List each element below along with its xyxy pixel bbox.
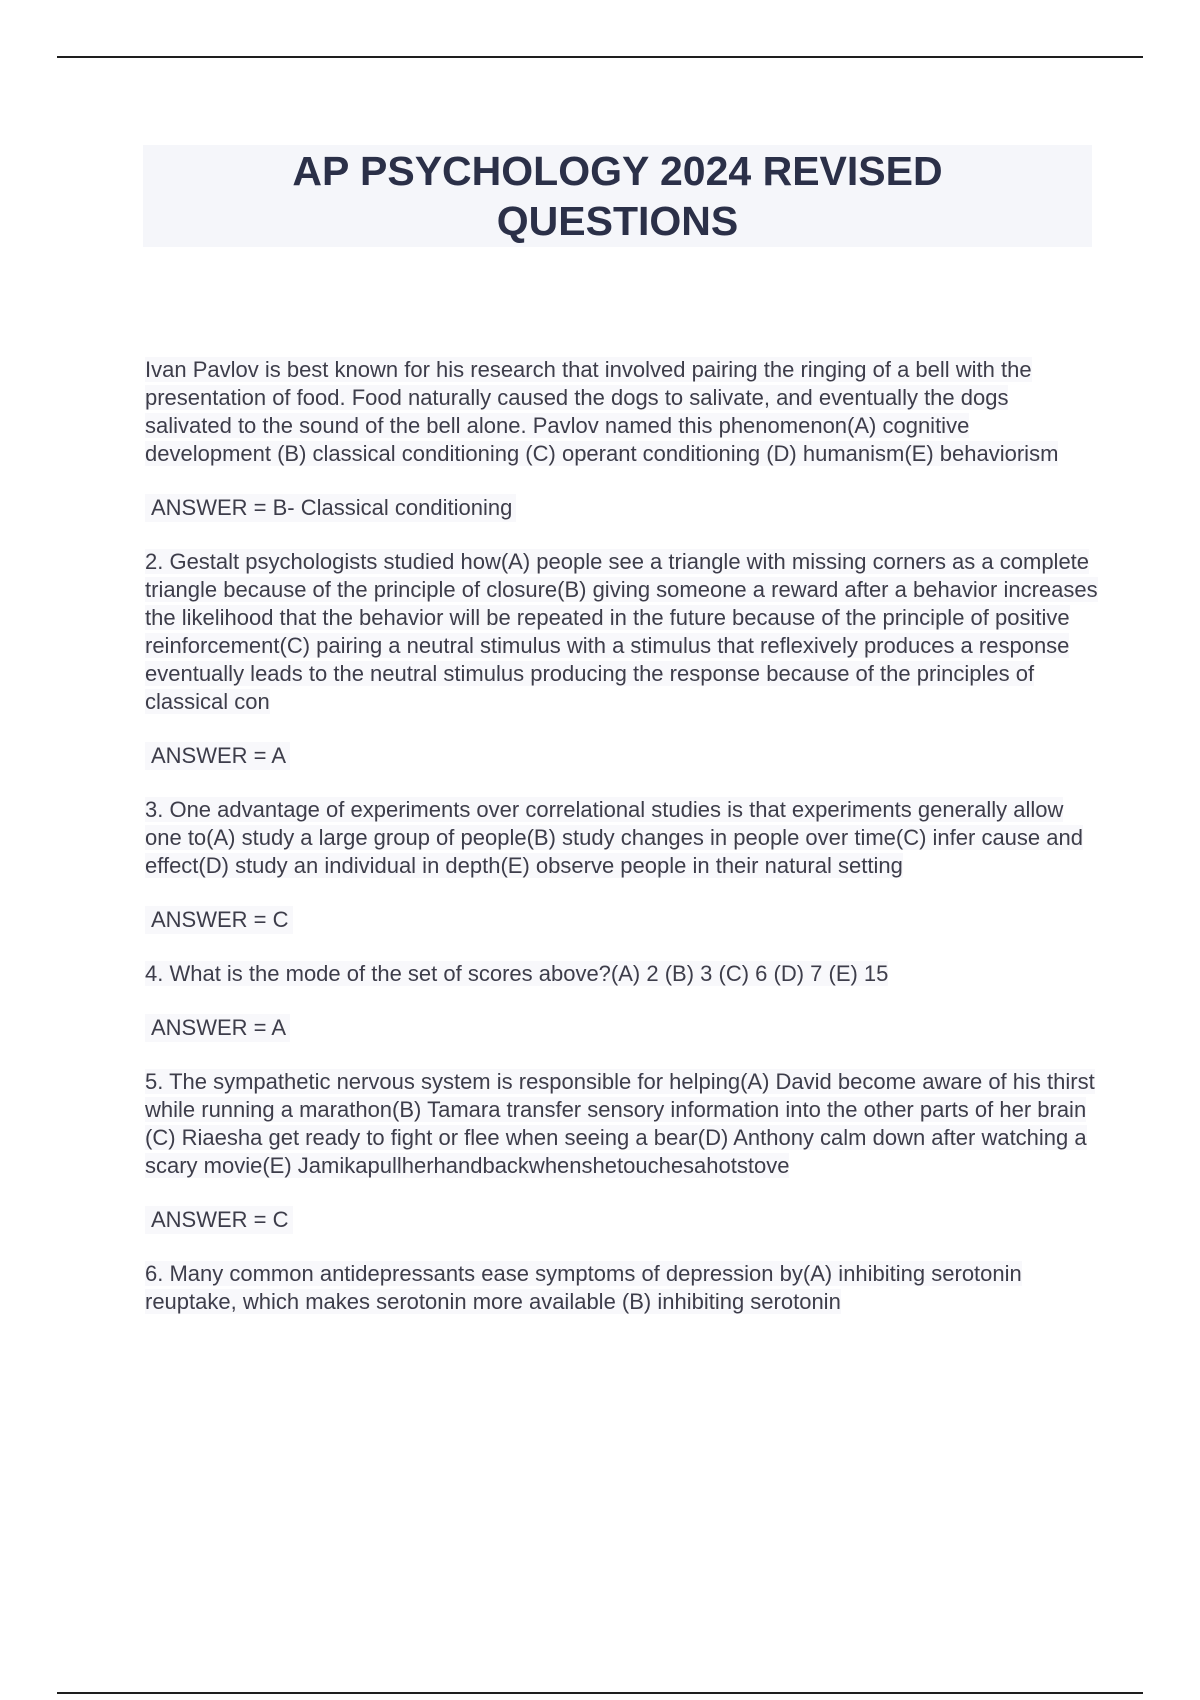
title-banner xyxy=(143,145,1092,247)
answer-text: ANSWER = C xyxy=(145,906,293,934)
answer-text: ANSWER = B- Classical conditioning xyxy=(145,494,516,522)
answer-text: ANSWER = C xyxy=(145,1206,293,1234)
question-item-6 xyxy=(145,1260,1100,1316)
question-item-4 xyxy=(145,960,1100,988)
question-text: 3. One advantage of experiments over correlational studies is that experiments generally allow one to(A) study a large group of people(B) study changes in people over time(C) infer cause and effect(D) study an individual in depth(E) observe people in their natural setting xyxy=(145,797,1083,878)
document-title: AP PSYCHOLOGY 2024 REVISED QUESTIONS xyxy=(292,148,943,244)
header-rule xyxy=(57,56,1143,58)
question-item-3 xyxy=(145,796,1100,880)
question-item-2 xyxy=(145,548,1100,716)
question-list xyxy=(145,356,1100,1342)
question-text: 5. The sympathetic nervous system is responsible for helping(A) David become aware of his thirst while running a marathon(B) Tamara transfer sensory information into the other parts of her brain (C) Riaesha get ready to fight or flee when seeing a bear(D) Anthony calm down after watching a scary movie(E) Jamikapullherhandbackwhenshetouchesahotstove xyxy=(145,1069,1095,1178)
footer-rule xyxy=(57,1692,1143,1694)
answer-text: ANSWER = A xyxy=(145,742,290,770)
question-text: 6. Many common antidepressants ease symptoms of depression by(A) inhibiting serotonin reuptake, which makes serotonin more available (B) inhibiting serotonin xyxy=(145,1261,1022,1314)
question-text: 4. What is the mode of the set of scores above?(A) 2 (B) 3 (C) 6 (D) 7 (E) 15 xyxy=(145,961,889,986)
question-text: Ivan Pavlov is best known for his research that involved pairing the ringing of a bell with the presentation of food. Food naturally caused the dogs to salivate, and eventually the dogs salivated to the sound of the bell alone. Pavlov named this phenomenon(A) cognitive development (B) classical conditioning (C) operant conditioning (D) humanism(E) behaviorism xyxy=(145,357,1059,466)
question-text: 2. Gestalt psychologists studied how(A) people see a triangle with missing corners as a complete triangle because of the principle of closure(B) giving someone a reward after a behavior increases the likelihood that the behavior will be repeated in the future because of the principle of positive reinforcement(C) pairing a neutral stimulus with a stimulus that reflexively produces a response eventually leads to the neutral stimulus producing the response because of the principles of classical con xyxy=(145,549,1098,714)
question-item-5 xyxy=(145,1068,1100,1180)
answer-text: ANSWER = A xyxy=(145,1014,290,1042)
question-item-1 xyxy=(145,356,1100,468)
